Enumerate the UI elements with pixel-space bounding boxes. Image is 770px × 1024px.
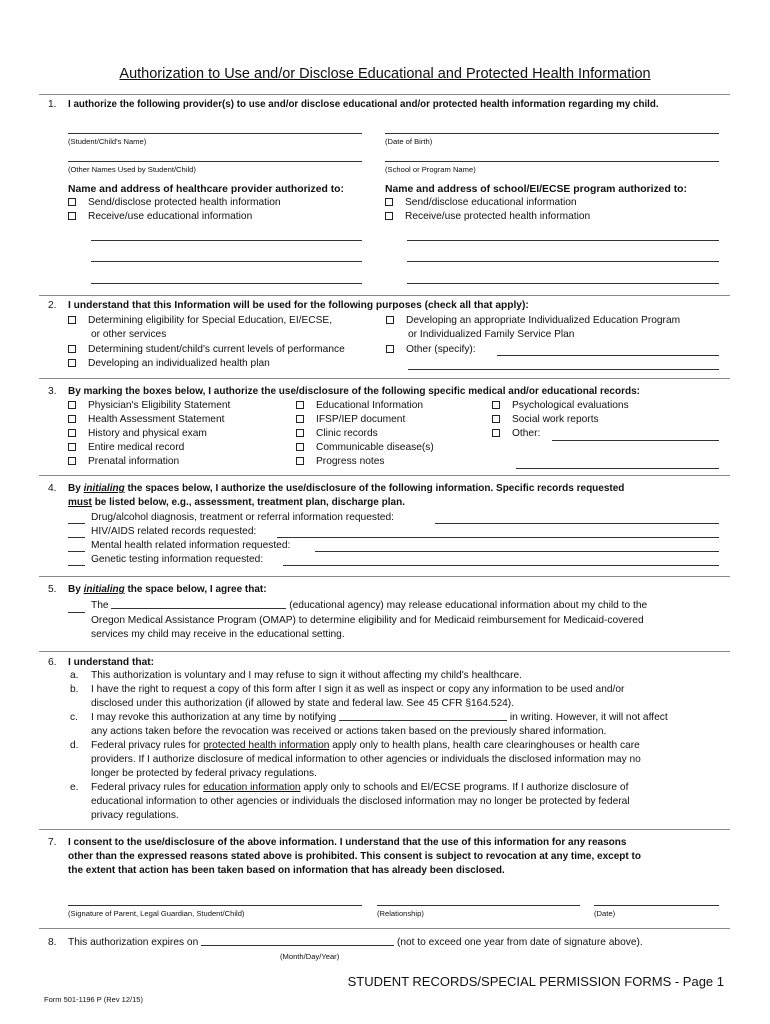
section-4	[39, 476, 730, 577]
option-label: Send/disclose protected health information	[88, 197, 281, 208]
agency-text-3: services my child may receive in the educational setting.	[91, 629, 345, 640]
understanding-d	[91, 740, 640, 751]
section-number: 5.	[48, 584, 57, 595]
section-3	[39, 379, 730, 476]
checkbox-icon[interactable]	[296, 401, 304, 409]
section-heading: I understand that this Information will be used for the following purposes (check all that apply):	[68, 300, 529, 311]
checkbox-icon[interactable]	[296, 457, 304, 465]
relationship-caption: (Relationship)	[377, 909, 424, 918]
details-field[interactable]	[315, 551, 719, 552]
records-column-3	[492, 400, 629, 442]
details-field[interactable]	[277, 537, 719, 538]
checkbox-icon[interactable]	[68, 212, 76, 220]
item-letter: d.	[70, 740, 79, 751]
school-address-line[interactable]	[407, 240, 719, 241]
section-heading: By marking the boxes below, I authorize the use/disclosure of the following specific medical and/or educational records:	[68, 386, 640, 397]
understanding-c	[91, 712, 668, 723]
section-heading-2	[68, 497, 405, 508]
text: Federal privacy rules for	[91, 782, 201, 793]
school-address-line[interactable]	[407, 261, 719, 262]
item-letter: b.	[70, 684, 79, 695]
school-heading: Name and address of school/EI/ECSE program authorized to:	[385, 184, 687, 195]
section-5	[39, 577, 730, 652]
option-label-cont: or Individualized Family Service Plan	[408, 329, 575, 340]
item-letter: e.	[70, 782, 79, 793]
student-name-caption: (Student/Child's Name)	[68, 137, 147, 146]
initials-field[interactable]	[68, 612, 85, 613]
heading-text: the space below, I agree that:	[127, 584, 267, 595]
school-name-caption: (School or Program Name)	[385, 165, 476, 174]
underlined-term: protected health information	[203, 740, 330, 751]
section-6	[39, 652, 730, 830]
option-label: Determining eligibility for Special Education, EI/ECSE,	[88, 315, 333, 326]
record-progress-notes[interactable]	[296, 456, 434, 470]
record-prenatal[interactable]	[68, 456, 230, 470]
checkbox-icon[interactable]	[296, 415, 304, 423]
purpose-other-field-2[interactable]	[408, 369, 719, 370]
record-ifsp-iep[interactable]	[296, 414, 434, 428]
heading-emphasis: initialing	[83, 483, 125, 494]
checkbox-icon[interactable]	[68, 401, 76, 409]
checkbox-icon[interactable]	[296, 429, 304, 437]
option-label: Developing an individualized health plan	[88, 358, 270, 369]
checkbox-icon[interactable]	[68, 443, 76, 451]
record-history-physical[interactable]	[68, 428, 230, 442]
consent-text: other than the expressed reasons stated above is prohibited. This consent is subject to revocation at any time, except to	[68, 851, 641, 862]
text: Federal privacy rules for	[91, 740, 201, 751]
purpose-eligibility[interactable]	[68, 315, 332, 326]
understanding-a: This authorization is voluntary and I may refuse to sign it without affecting my child's healthcare.	[91, 670, 522, 681]
option-label: Receive/use educational information	[88, 211, 253, 222]
checkbox-icon[interactable]	[386, 345, 394, 353]
option-label: Communicable disease(s)	[316, 442, 434, 453]
option-label: Determining student/child's current levels of performance	[88, 344, 345, 355]
checkbox-icon[interactable]	[492, 429, 500, 437]
checkbox-icon[interactable]	[68, 345, 76, 353]
section-heading	[68, 584, 267, 595]
understanding-b: I have the right to request a copy of this form after I sign it as well as inspect or copy any information to be used and/or	[91, 684, 625, 695]
heading-text: the spaces below, I authorize the use/disclosure of the following information. Specific records requested	[127, 483, 625, 494]
provider-address-line[interactable]	[91, 261, 362, 262]
checkbox-icon[interactable]	[68, 457, 76, 465]
info-mental-health: Mental health related information requested:	[91, 540, 291, 551]
understanding-d-cont: longer be protected by federal privacy regulations.	[91, 768, 317, 779]
option-label: Other (specify):	[406, 344, 476, 355]
option-label: Progress notes	[316, 456, 385, 467]
provider-option-receive[interactable]	[68, 211, 252, 222]
purpose-iep[interactable]	[386, 315, 680, 326]
date-of-birth-field[interactable]	[385, 133, 719, 134]
initials-field[interactable]	[68, 523, 85, 524]
record-physician-eligibility[interactable]	[68, 400, 230, 414]
option-label: Educational Information	[316, 400, 424, 411]
item-letter: a.	[70, 670, 79, 681]
consent-text: the extent that action has been taken based on information that has already been disclosed.	[68, 865, 505, 876]
purpose-health-plan[interactable]	[68, 358, 270, 369]
section-number: 3.	[48, 386, 57, 397]
record-educational[interactable]	[296, 400, 434, 414]
info-hiv-aids: HIV/AIDS related records requested:	[91, 526, 257, 537]
record-psychological[interactable]	[492, 400, 629, 414]
section-number: 4.	[48, 483, 57, 494]
details-field[interactable]	[435, 523, 719, 524]
records-column-2	[296, 400, 434, 470]
option-label: Entire medical record	[88, 442, 185, 453]
section-8	[39, 929, 730, 965]
checkbox-icon[interactable]	[385, 212, 393, 220]
record-other-field[interactable]	[552, 440, 719, 441]
option-label: Psychological evaluations	[512, 400, 629, 411]
option-label: Health Assessment Statement	[88, 414, 225, 425]
initials-field[interactable]	[68, 537, 85, 538]
form-number: Form 501-1196 P (Rev 12/15)	[44, 995, 143, 1004]
text: This authorization expires on	[68, 937, 199, 948]
checkbox-icon[interactable]	[68, 415, 76, 423]
understanding-c-cont: any actions taken before the revocation was received or actions taken based on the previously shared information.	[91, 726, 607, 737]
purpose-other[interactable]	[386, 344, 476, 355]
section-number: 1.	[48, 99, 57, 110]
section-7	[39, 830, 730, 929]
other-names-caption: (Other Names Used by Student/Child)	[68, 165, 196, 174]
initials-field[interactable]	[68, 551, 85, 552]
school-address-line[interactable]	[407, 283, 719, 284]
text: apply only to schools and EI/ECSE programs. If I authorize disclosure of	[303, 782, 629, 793]
section-number: 7.	[48, 837, 57, 848]
provider-address-line[interactable]	[91, 283, 362, 284]
checkbox-icon[interactable]	[386, 316, 394, 324]
heading-emphasis: initialing	[83, 584, 125, 595]
underlined-term: education information	[203, 782, 301, 793]
checkbox-icon[interactable]	[68, 316, 76, 324]
date-caption: (Date)	[594, 909, 616, 918]
text: apply only to health plans, health care clearinghouses or health care	[332, 740, 640, 751]
option-label: Clinic records	[316, 428, 378, 439]
text: (educational agency) may release educational information about my child to the	[289, 600, 648, 611]
date-field[interactable]	[594, 905, 719, 906]
consent-text: I consent to the use/disclosure of the above information. I understand that the use of this information for any reasons	[68, 837, 627, 848]
section-number: 2.	[48, 300, 57, 311]
heading-text: By	[68, 584, 81, 595]
signature-field[interactable]	[68, 905, 362, 906]
expiration-line	[68, 937, 643, 948]
option-label: Physician's Eligibility Statement	[88, 400, 231, 411]
record-communicable[interactable]	[296, 442, 434, 456]
checkbox-icon[interactable]	[492, 401, 500, 409]
checkbox-icon[interactable]	[385, 198, 393, 206]
section-heading: I authorize the following provider(s) to use and/or disclose educational and/or protected health information regarding my child.	[68, 99, 659, 110]
record-entire-medical[interactable]	[68, 442, 230, 456]
record-clinic[interactable]	[296, 428, 434, 442]
student-name-field[interactable]	[68, 133, 362, 134]
record-social-work[interactable]	[492, 414, 629, 428]
notify-recipient-field[interactable]	[339, 720, 507, 721]
signature-caption: (Signature of Parent, Legal Guardian, Student/Child)	[68, 909, 245, 918]
section-heading	[68, 483, 624, 494]
text: The	[91, 600, 109, 611]
option-label: Social work reports	[512, 414, 599, 425]
option-label: Other:	[512, 428, 541, 439]
text: in writing. However, it will not affect	[509, 712, 668, 723]
option-label: History and physical exam	[88, 428, 207, 439]
section-number: 6.	[48, 657, 57, 668]
expiration-date-field[interactable]	[201, 945, 394, 946]
checkbox-icon[interactable]	[68, 198, 76, 206]
page-footer: STUDENT RECORDS/SPECIAL PERMISSION FORMS - Page 1	[347, 974, 724, 989]
school-name-field[interactable]	[385, 161, 719, 162]
checkbox-icon[interactable]	[68, 359, 76, 367]
understanding-e-cont: educational information to other agencies or individuals the disclosed information may no longer be protected by federal	[91, 796, 630, 807]
option-label: IFSP/IEP document	[316, 414, 406, 425]
other-names-field[interactable]	[68, 161, 362, 162]
understanding-e	[91, 782, 628, 793]
item-letter: c.	[70, 712, 78, 723]
details-field[interactable]	[283, 565, 719, 566]
understanding-e-cont: privacy regulations.	[91, 810, 179, 821]
expiration-caption: (Month/Day/Year)	[280, 952, 340, 961]
option-label-cont: or other services	[91, 329, 167, 340]
info-genetic-testing: Genetic testing information requested:	[91, 554, 264, 565]
records-column-1	[68, 400, 230, 470]
heading-emphasis: must	[68, 497, 92, 508]
date-of-birth-caption: (Date of Birth)	[385, 137, 433, 146]
understanding-b-cont: disclosed under this authorization (if allowed by state and federal law. See 45 CFR §164.524).	[91, 698, 515, 709]
school-option-send[interactable]	[385, 197, 577, 208]
text: (not to exceed one year from date of signature above).	[396, 937, 643, 948]
section-2	[39, 295, 730, 379]
initials-field[interactable]	[68, 565, 85, 566]
option-label: Send/disclose educational information	[405, 197, 577, 208]
purpose-other-field[interactable]	[497, 355, 719, 356]
option-label: Developing an appropriate Individualized Education Program	[406, 315, 681, 326]
form-title: Authorization to Use and/or Disclose Educational and Protected Health Information	[119, 66, 651, 82]
section-number: 8.	[48, 937, 57, 948]
section-heading: I understand that:	[68, 657, 155, 668]
option-label: Prenatal information	[88, 456, 180, 467]
school-option-receive[interactable]	[385, 211, 590, 222]
provider-address-line[interactable]	[91, 240, 362, 241]
record-health-assessment[interactable]	[68, 414, 230, 428]
educational-agency-field[interactable]	[111, 608, 286, 609]
info-drug-alcohol: Drug/alcohol diagnosis, treatment or referral information requested:	[91, 512, 394, 523]
heading-text: By	[68, 483, 81, 494]
purpose-current-levels[interactable]	[68, 344, 345, 355]
provider-option-send[interactable]	[68, 197, 281, 208]
provider-heading: Name and address of healthcare provider authorized to:	[68, 184, 344, 195]
agency-line	[91, 600, 647, 611]
heading-text: be listed below, e.g., assessment, treatment plan, discharge plan.	[94, 497, 405, 508]
checkbox-icon[interactable]	[492, 415, 500, 423]
option-label: Receive/use protected health information	[405, 211, 591, 222]
understanding-d-cont: providers. If I authorize disclosure of medical information to other agencies or individuals the disclosed information may no	[91, 754, 641, 765]
text: I may revoke this authorization at any time by notifying	[91, 712, 337, 723]
relationship-field[interactable]	[377, 905, 580, 906]
checkbox-icon[interactable]	[296, 443, 304, 451]
section-1	[39, 94, 730, 296]
agency-text-2: Oregon Medical Assistance Program (OMAP) to determine eligibility and for Medicaid reimbursement for Medicaid-covered	[91, 615, 644, 626]
record-other-field-2[interactable]	[516, 468, 719, 469]
checkbox-icon[interactable]	[68, 429, 76, 437]
